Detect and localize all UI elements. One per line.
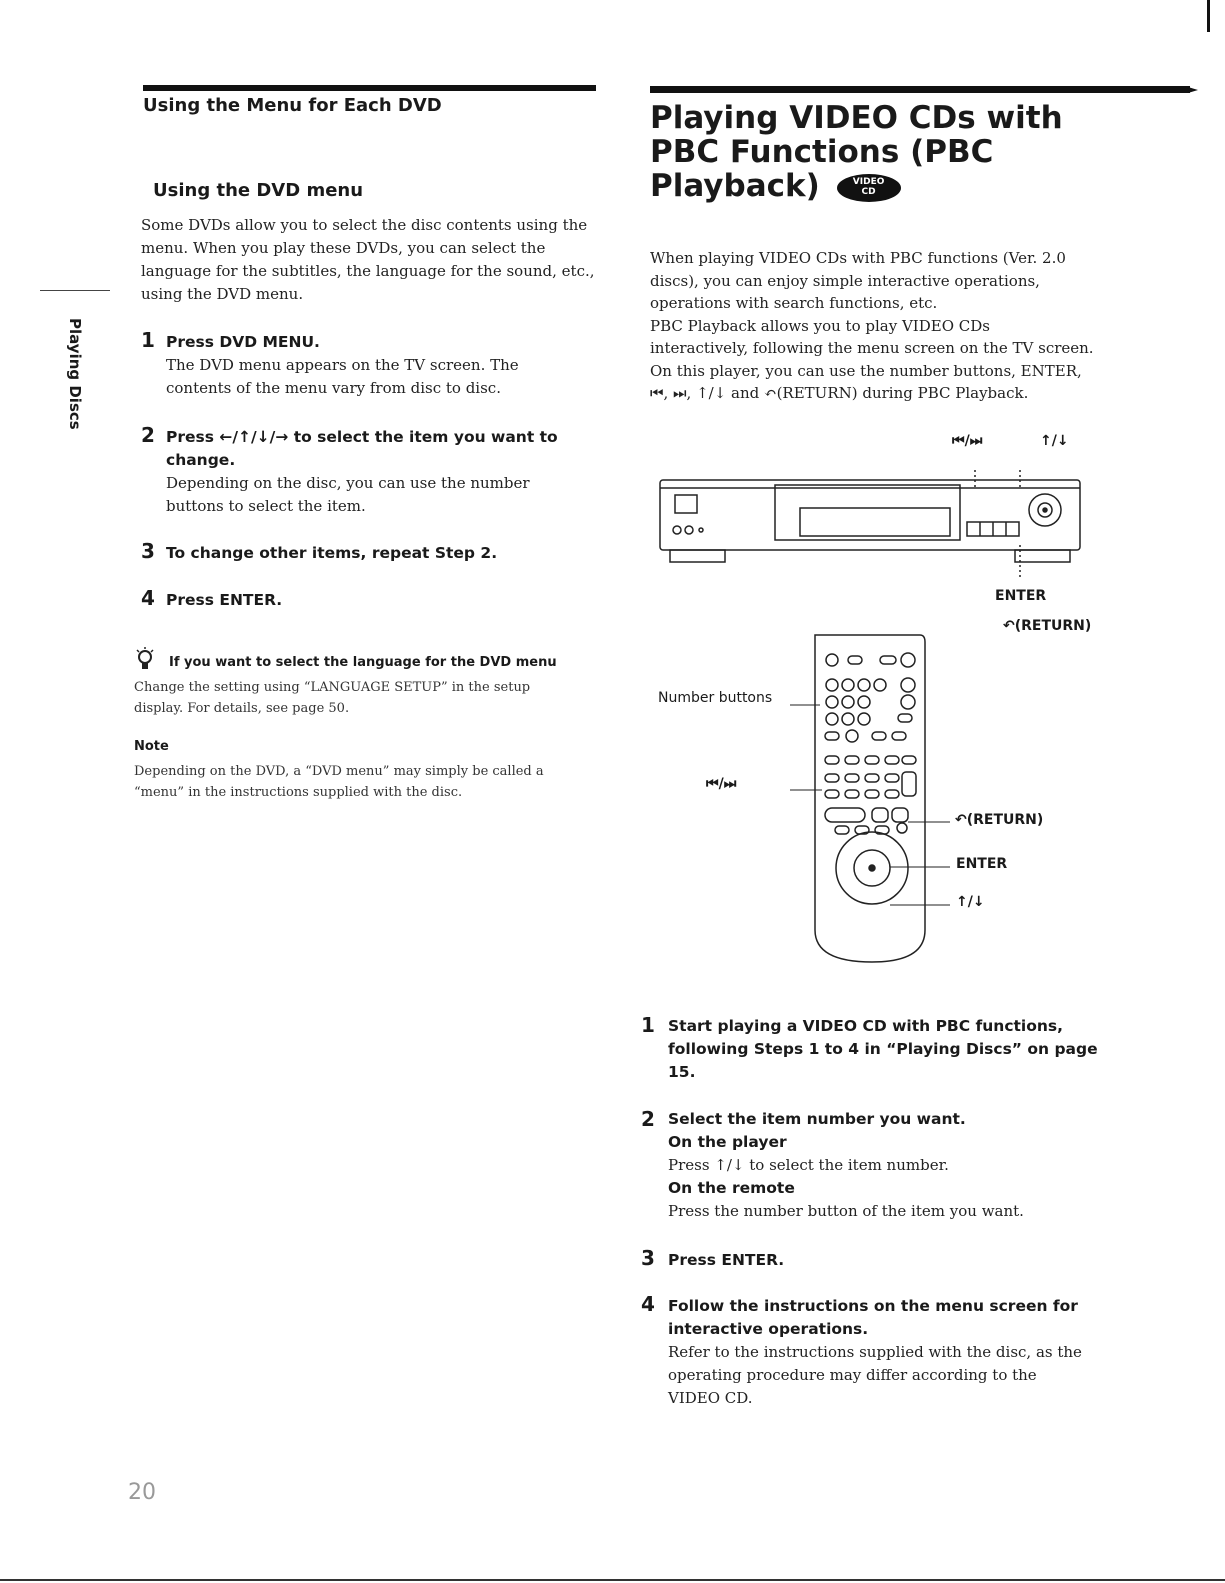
dvd-player-illustration (655, 450, 1085, 580)
step-title: 15. (668, 1063, 696, 1081)
player-skip-label: ⏮/⏭ (952, 433, 983, 449)
step-body: Press ↑/↓ to select the item number. (668, 1156, 949, 1174)
left-intro (141, 214, 611, 306)
left-step-number: 4 (141, 586, 155, 610)
step-title: Select the item number you want. (668, 1110, 966, 1128)
step-title: Press DVD MENU. (166, 333, 320, 351)
step-title: interactive operations. (668, 1320, 869, 1338)
badge-text: VIDEO (852, 176, 885, 187)
intro-line: using the DVD menu. (141, 285, 304, 303)
step-body: The DVD menu appears on the TV screen. The (166, 356, 519, 374)
note-line: “menu” in the instructions supplied with the disc. (134, 785, 463, 800)
side-tab-label: Playing Discs (66, 318, 84, 430)
right-step-number: 3 (641, 1246, 655, 1270)
side-tab-line (40, 290, 110, 291)
section-rule-left (143, 85, 596, 91)
step-body: Refer to the instructions supplied with the disc, as the (668, 1343, 1082, 1361)
step-title: Follow the instructions on the menu screen for (668, 1297, 1078, 1315)
remote-number-buttons-label: Number buttons (658, 690, 773, 706)
title-line: Playback) (650, 168, 820, 204)
step-title: Press ENTER. (166, 591, 283, 609)
tip-line: Change the setting using “LANGUAGE SETUP” in the setup (134, 680, 531, 695)
title-line: PBC Functions (PBC (650, 134, 994, 170)
remote-control-illustration (780, 630, 955, 970)
tip-title: If you want to select the language for the DVD menu (169, 655, 557, 670)
step-body: Depending on the disc, you can use the number (166, 474, 530, 492)
page-bottom-line (0, 1579, 1225, 1581)
step-body: VIDEO CD. (668, 1389, 753, 1407)
badge-text: CD (861, 186, 876, 197)
right-step-4 (668, 1295, 1108, 1410)
right-step-number: 1 (641, 1013, 655, 1037)
intro-line: On this player, you can use the number buttons, ENTER, (650, 361, 1082, 380)
note-line: Depending on the DVD, a “DVD menu” may simply be called a (134, 764, 544, 779)
video-cd-badge (837, 174, 901, 202)
step-title: Press ENTER. (668, 1251, 785, 1269)
step-subtitle: On the remote (668, 1179, 795, 1197)
left-step-number: 3 (141, 539, 155, 563)
section-rule-right (650, 86, 1190, 93)
step-title: Start playing a VIDEO CD with PBC functions, (668, 1017, 1064, 1035)
step-title: To change other items, repeat Step 2. (166, 544, 498, 562)
step-title: change. (166, 451, 236, 469)
intro-line: Some DVDs allow you to select the disc contents using the (141, 216, 588, 234)
left-step-number: 1 (141, 328, 155, 352)
side-tab (62, 318, 88, 448)
left-step-number: 2 (141, 423, 155, 447)
page-edge-mark (1207, 0, 1210, 32)
intro-line: PBC Playback allows you to play VIDEO CDs (650, 316, 990, 335)
title-line: Playing VIDEO CDs with (650, 100, 1063, 136)
note-body (134, 761, 604, 803)
player-enter-label: ENTER (995, 588, 1047, 604)
right-intro (650, 247, 1110, 405)
intro-line: operations with search functions, etc. (650, 294, 938, 312)
right-step-1 (668, 1015, 1108, 1084)
page-number: 20 (128, 1480, 156, 1505)
remote-updown-label: ↑/↓ (956, 894, 985, 910)
subsection-title: Using the DVD menu (153, 180, 364, 201)
note-title: Note (134, 739, 169, 754)
remote-skip-label: ⏮/⏭ (706, 776, 737, 792)
intro-line: menu. When you play these DVDs, you can select the (141, 239, 546, 257)
step-subtitle: On the player (668, 1133, 787, 1151)
right-step-number: 2 (641, 1107, 655, 1131)
intro-line: When playing VIDEO CDs with PBC functions (Ver. 2.0 (650, 249, 1066, 267)
intro-line: language for the subtitles, the language for the sound, etc., (141, 262, 595, 280)
player-updown-label: ↑/↓ (1040, 433, 1069, 449)
step-body: Press the number button of the item you want. (668, 1202, 1024, 1220)
remote-return-label: ↶(RETURN) (955, 812, 1044, 828)
intro-line: discs), you can enjoy simple interactive operations, (650, 271, 1040, 290)
intro-line: ⏮, ⏭, ↑/↓ and ↶(RETURN) during PBC Playback. (650, 384, 1029, 402)
page-title (650, 101, 1190, 203)
right-step-number: 4 (641, 1292, 655, 1316)
step-title: Press ←/↑/↓/→ to select the item you want to (166, 428, 558, 446)
tip-line: display. For details, see page 50. (134, 701, 350, 716)
right-step-2 (668, 1108, 1108, 1223)
lightbulb-icon (134, 646, 156, 676)
player-return-label: ↶(RETURN) (1003, 618, 1092, 634)
step-body: contents of the menu vary from disc to disc. (166, 379, 501, 397)
intro-line: interactively, following the menu screen on the TV screen. (650, 339, 1094, 357)
tip-body (134, 677, 604, 719)
step-title: following Steps 1 to 4 in “Playing Discs” on page (668, 1040, 1098, 1058)
section-title: Using the Menu for Each DVD (143, 95, 442, 116)
step-body: buttons to select the item. (166, 497, 366, 515)
step-body: operating procedure may differ according to the (668, 1366, 1037, 1384)
left-step-1 (166, 331, 606, 400)
remote-enter-label: ENTER (956, 856, 1008, 872)
left-step-2 (166, 426, 606, 518)
